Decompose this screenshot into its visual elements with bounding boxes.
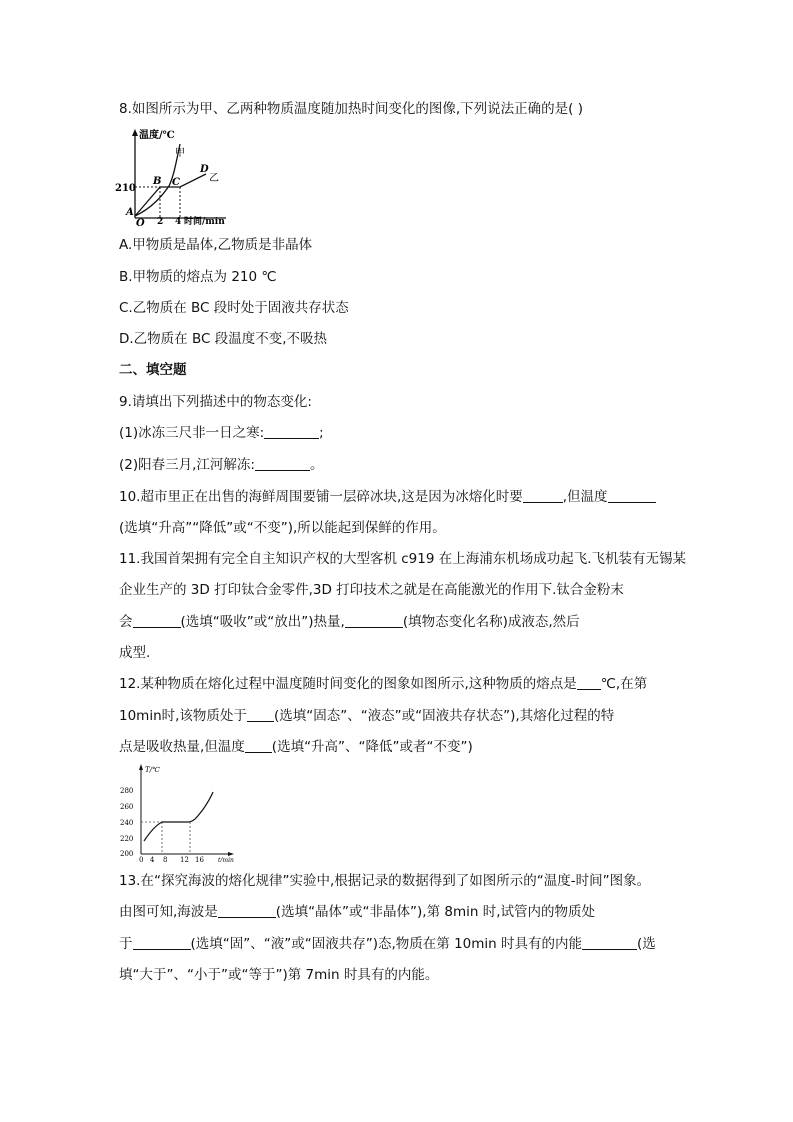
q8-option-b: B.甲物质的熔点为 210 ℃: [119, 269, 277, 285]
q11-line-3: [119, 612, 580, 632]
q13-line-2: [119, 902, 595, 922]
q9-item-1-text: (1)冰冻三尺非一日之寒:: [119, 425, 265, 441]
q8-x-label: 时间/min: [184, 217, 225, 226]
q12-melting-curve: [144, 792, 213, 841]
q12-y-tick-260: 260: [120, 803, 134, 811]
q9-stem: 9.请填出下列描述中的物态变化:: [119, 394, 312, 410]
q8-x-tick-2: 2: [157, 217, 164, 226]
q11-text-c: (填物态变化名称)成液态,然后: [402, 614, 580, 630]
q11-line-1: 11.我国首架拥有完全自主知识产权的大型客机 c919 在上海浦东机场成功起飞.飞机装有无锡某: [119, 551, 687, 567]
q12-y-tick-280: 280: [120, 787, 134, 795]
q8-point-b: B: [153, 176, 162, 187]
q10-blank-1[interactable]: [523, 488, 563, 503]
q8-option-d: D.乙物质在 BC 段温度不变,不吸热: [119, 331, 328, 347]
q8-point-d: D: [200, 164, 209, 175]
q12-y-label: T/℃: [145, 766, 160, 774]
q13-text-b: (选填“晶体”或“非晶体”),第 8min 时,试管内的物质处: [275, 904, 596, 920]
q8-stem: 8.如图所示为甲、乙两种物质温度随加热时间变化的图像,下列说法正确的是( ): [119, 101, 583, 117]
q10-line-2: (选填“升高”“降低”或“不变”),所以能起到保鲜的作用。: [119, 520, 446, 536]
q12-text-a: 12.某种物质在熔化过程中温度随时间变化的图象如图所示,这种物质的熔点是: [119, 676, 577, 692]
q11-blank-2[interactable]: [345, 613, 403, 628]
q12-figure: [118, 762, 244, 862]
q12-y-tick-240: 240: [120, 819, 134, 827]
q12-x-tick-12: 12: [180, 856, 189, 862]
q12-text-d: (选填“固态”、“液态”或“固液共存状态”),其熔化过程的特: [273, 708, 615, 724]
q12-x-label: t/min: [218, 857, 234, 862]
q10-blank-2[interactable]: [608, 488, 656, 503]
q12-text-b: ℃,在第: [600, 676, 648, 692]
q8-y-label: 温度/℃: [139, 130, 175, 141]
q8-y-tick: 210: [115, 183, 136, 194]
q12-line-2: [119, 706, 614, 726]
q12-line-1: [119, 674, 647, 694]
q12-text-e: 点是吸收热量,但温度: [119, 739, 245, 755]
section-title: 二、填空题: [119, 362, 187, 378]
q13-text-a: 由图可知,海波是: [119, 904, 218, 920]
q9-item-2: [119, 455, 323, 475]
q12-x-tick-8: 8: [163, 856, 168, 862]
q13-line-1: 13.在“探究海波的熔化规律”实验中,根据记录的数据得到了如图所示的“温度-时间”图象。: [119, 873, 651, 889]
q8-y-arrow: [132, 129, 138, 136]
q9-item-2-end: 。: [309, 457, 324, 473]
q13-line-3: [119, 934, 656, 954]
q12-blank-1[interactable]: [577, 675, 601, 690]
q9-blank-2[interactable]: [255, 456, 310, 471]
q13-text-e: (选: [637, 936, 656, 952]
q12-y-tick-200: 200: [120, 850, 134, 858]
q8-x-tick-4: 4: [175, 217, 182, 226]
q11-text-b: (选填“吸收”或“放出”)热量,: [180, 614, 345, 630]
q11-blank-1[interactable]: [133, 613, 181, 628]
q12-x-tick-4: 4: [150, 856, 155, 862]
q9-item-2-text: (2)阳春三月,江河解冻:: [119, 457, 255, 473]
q12-text-c: 10min时,该物质处于: [119, 708, 247, 724]
q13-blank-2[interactable]: [133, 935, 191, 950]
q12-blank-2[interactable]: [247, 707, 274, 722]
q13-text-d: (选填“固”、“液”或“固液共存”)态,物质在第 10min 时具有的内能: [190, 936, 583, 952]
q13-text-c: 于: [119, 936, 133, 952]
q11-text-a: 会: [119, 614, 133, 630]
q12-blank-3[interactable]: [245, 738, 272, 753]
q12-x-arrow: [228, 852, 234, 856]
q12-y-tick-220: 220: [120, 835, 134, 843]
q12-line-3: [119, 737, 473, 757]
q9-blank-1[interactable]: [264, 424, 319, 439]
q10-text-b: ,但温度: [562, 489, 608, 505]
q13-blank-1[interactable]: [218, 903, 276, 918]
q12-y-arrow: [139, 764, 143, 770]
q8-figure: [114, 126, 238, 226]
q8-point-c: C: [172, 177, 180, 188]
q13-blank-3[interactable]: [582, 935, 637, 950]
q10-text-a: 10.超市里正在出售的海鲜周围要铺一层碎冰块,这是因为冰熔化时要: [119, 489, 523, 505]
q10-line-1: [119, 487, 656, 507]
q11-line-2: 企业生产的 3D 打印钛合金零件,3D 打印技术之就是在高能激光的作用下.钛合金粉末: [119, 582, 624, 598]
q9-item-1-end: ;: [319, 425, 324, 441]
q8-label-yi: 乙: [209, 173, 219, 184]
q11-line-4: 成型.: [119, 645, 151, 661]
q8-origin: O: [136, 218, 145, 226]
q13-line-4: 填“大于”、“小于”或“等于”)第 7min 时具有的内能。: [119, 967, 439, 983]
q12-x-tick-0: 0: [139, 856, 144, 862]
q8-label-jia: 甲: [175, 148, 185, 159]
q8-point-a: A: [126, 207, 134, 218]
q8-option-a: A.甲物质是晶体,乙物质是非晶体: [119, 237, 313, 253]
q12-x-tick-16: 16: [195, 856, 204, 862]
q12-text-f: (选填“升高”、“降低”或者“不变”): [271, 739, 473, 755]
q8-option-c: C.乙物质在 BC 段时处于固液共存状态: [119, 300, 349, 316]
q9-item-1: [119, 423, 324, 443]
